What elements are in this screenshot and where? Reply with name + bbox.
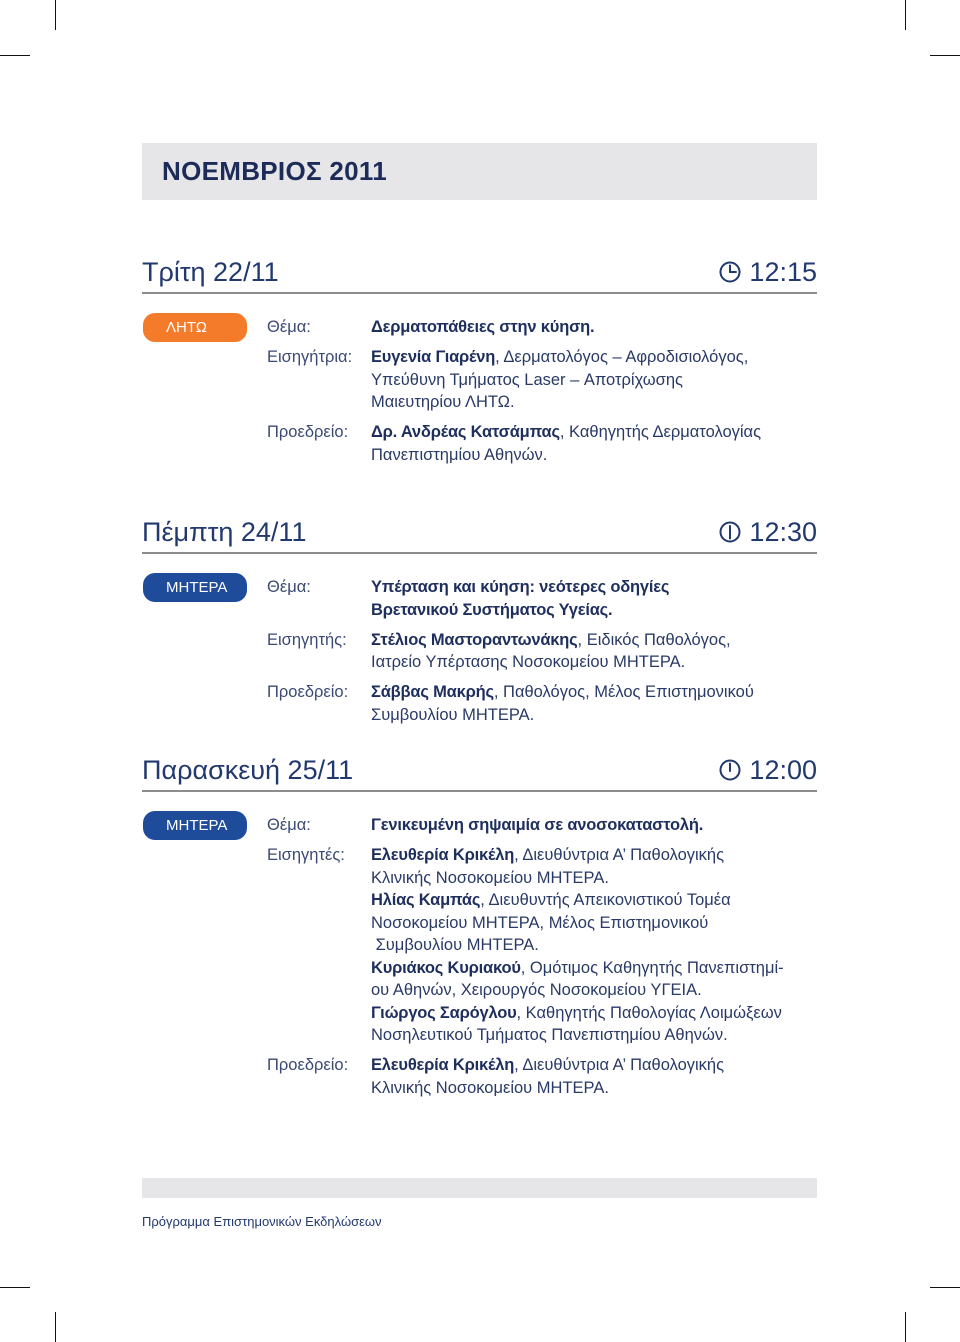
text-line (371, 867, 784, 890)
text-line (371, 979, 784, 1002)
speaker-label: Εισηγήτρια: (267, 348, 353, 366)
person-title: , Ομότιμος Καθηγητής Πανεπιστημί- (520, 958, 784, 977)
speaker-row (267, 844, 817, 1047)
text-line (371, 651, 731, 674)
clock-icon (719, 261, 741, 283)
person-name: Ευγενία Γιαρένη (371, 348, 496, 366)
person-title: Κλινικής Νοσοκομείου ΜΗΤΕΡΑ. (371, 1078, 609, 1097)
crop-mark (905, 0, 906, 30)
chair-label: Προεδρείο: (267, 683, 349, 701)
session-day: Παρασκευή 25/11 (142, 755, 354, 785)
text-line (371, 912, 784, 935)
session-tuesday (142, 254, 817, 464)
person-title: Μαιευτηρίου ΛΗΤΩ. (371, 393, 515, 411)
venue-badge: ΜΗΤΕΡΑ (143, 811, 247, 840)
person-name: Στέλιος Μαστοραντωνάκης (371, 630, 578, 649)
topic-label: Θέμα: (267, 816, 311, 834)
session-details (267, 814, 817, 1107)
topic-label: Θέμα: (267, 578, 311, 596)
person-title: , Καθηγητής Δερματολογίας (559, 423, 762, 441)
text-line (371, 421, 761, 444)
text-line (371, 599, 669, 622)
speaker-label: Εισηγητές: (267, 846, 345, 864)
chair-row (267, 1054, 817, 1099)
text-line (371, 1054, 724, 1077)
text-line (371, 444, 761, 467)
venue-badge: ΛΗΤΩ (143, 313, 247, 342)
text-line (371, 1024, 784, 1047)
chair-row (267, 421, 817, 466)
person-title: Ιατρείο Υπέρτασης Νοσοκομείου ΜΗΤΕΡΑ. (371, 653, 686, 671)
clock-icon (719, 759, 741, 781)
person-title: ου Αθηνών, Χειρουργός Νοσοκομείου ΥΓΕΙΑ. (371, 981, 702, 999)
person-title: , Διευθύντρια Α’ Παθολογικής (514, 846, 725, 864)
topic-text (371, 316, 594, 339)
text-line (371, 957, 784, 980)
session-day: Τρίτη 22/11 (142, 257, 279, 287)
text-line (371, 391, 748, 414)
speaker-label: Εισηγητής: (267, 630, 347, 649)
person-title: Συμβουλίου ΜΗΤΕΡΑ. (371, 705, 535, 724)
person-title: Πανεπιστημίου Αθηνών. (371, 445, 548, 464)
session-time-group (719, 514, 817, 550)
session-time-group (719, 254, 817, 290)
session-details (267, 316, 817, 474)
topic-title: Υπέρταση και κύηση: νεότερες οδηγίες (371, 578, 670, 596)
chair-text (371, 681, 754, 726)
topic-row (267, 814, 817, 837)
person-name: Δρ. Ανδρέας Κατσάμπας (371, 423, 560, 441)
text-line (371, 1077, 724, 1100)
section-divider (142, 292, 817, 294)
crop-mark (930, 1287, 960, 1288)
chair-row (267, 681, 817, 726)
text-line (371, 346, 748, 369)
venue-badge: ΜΗΤΕΡΑ (143, 573, 247, 602)
crop-mark (55, 1312, 56, 1342)
speaker-text (371, 844, 784, 1047)
text-line (371, 704, 754, 727)
topic-row (267, 576, 817, 621)
topic-title: Δερματοπάθειες στην κύηση. (371, 318, 595, 336)
text-line (371, 316, 594, 339)
text-line (371, 814, 703, 837)
crop-mark (930, 55, 960, 56)
person-title: , Ειδικός Παθολόγος, (577, 630, 731, 649)
text-line (371, 576, 669, 599)
session-time: 12:00 (749, 755, 817, 785)
chair-text (371, 421, 761, 466)
text-line (371, 844, 784, 867)
session-time: 12:30 (749, 517, 817, 547)
person-name: Σάββας Μακρής (371, 683, 494, 701)
topic-row (267, 316, 817, 339)
chair-label: Προεδρείο: (267, 423, 349, 441)
person-name: Ελευθερία Κρικέλη (371, 1056, 515, 1074)
session-friday (142, 752, 817, 1112)
text-line (371, 934, 784, 957)
person-title: Κλινικής Νοσοκομείου ΜΗΤΕΡΑ. (371, 868, 609, 887)
text-line (371, 1002, 784, 1025)
person-title: , Διευθυντής Απεικονιστικού Τομέα (480, 891, 731, 909)
person-name: Γιώργος Σαρόγλου (371, 1003, 517, 1022)
speaker-row (267, 346, 817, 414)
person-title: Συμβουλίου ΜΗΤΕΡΑ. (371, 936, 539, 954)
session-time-group (719, 752, 817, 788)
person-title: , Δερματολόγος – Αφροδισιολόγος, (495, 348, 749, 366)
section-divider (142, 552, 817, 554)
person-title: Νοσοκομείου ΜΗΤΕΡΑ, Μέλος Επιστημονικού (371, 913, 709, 932)
text-line (371, 681, 754, 704)
text-line (371, 369, 748, 392)
crop-mark (905, 1312, 906, 1342)
person-name: Ηλίας Καμπάς (371, 891, 481, 909)
text-line (371, 629, 731, 652)
speaker-row (267, 629, 817, 674)
footer-title: Πρόγραμμα Επιστημονικών Εκδηλώσεων (142, 1214, 382, 1229)
topic-title: Βρετανικού Συστήματος Υγείας. (371, 600, 613, 619)
session-day: Πέμπτη 24/11 (142, 517, 307, 547)
topic-text (371, 576, 669, 621)
person-name: Ελευθερία Κρικέλη (371, 846, 515, 864)
session-time: 12:15 (749, 257, 817, 287)
person-title: , Διευθύντρια Α’ Παθολογικής (514, 1056, 725, 1074)
session-details (267, 576, 817, 734)
person-title: Νοσηλευτικού Τμήματος Πανεπιστημίου Αθηνών. (371, 1026, 728, 1044)
chair-label: Προεδρείο: (267, 1056, 349, 1074)
topic-text (371, 814, 703, 837)
footer-bar (142, 1178, 817, 1198)
crop-mark (0, 55, 30, 56)
topic-label: Θέμα: (267, 318, 311, 336)
crop-mark (0, 1287, 30, 1288)
session-thursday (142, 514, 817, 724)
chair-text (371, 1054, 724, 1099)
speaker-text (371, 629, 731, 674)
crop-mark (55, 0, 56, 30)
topic-title: Γενικευμένη σηψαιμία σε ανοσοκαταστολή. (371, 816, 704, 834)
speaker-text (371, 346, 748, 414)
person-title: , Καθηγητής Παθολογίας Λοιμώξεων (516, 1003, 782, 1022)
person-title: Υπεύθυνη Τμήματος Laser – Αποτρίχωσης (371, 370, 683, 389)
month-title: ΝΟΕΜΒΡΙΟΣ 2011 (162, 156, 387, 186)
month-header (142, 143, 817, 200)
person-title: , Παθολόγος, Μέλος Επιστημονικού (493, 683, 754, 701)
clock-icon (719, 521, 741, 543)
person-name: Κυριάκος Κυριακού (371, 958, 521, 977)
section-divider (142, 790, 817, 792)
text-line (371, 889, 784, 912)
